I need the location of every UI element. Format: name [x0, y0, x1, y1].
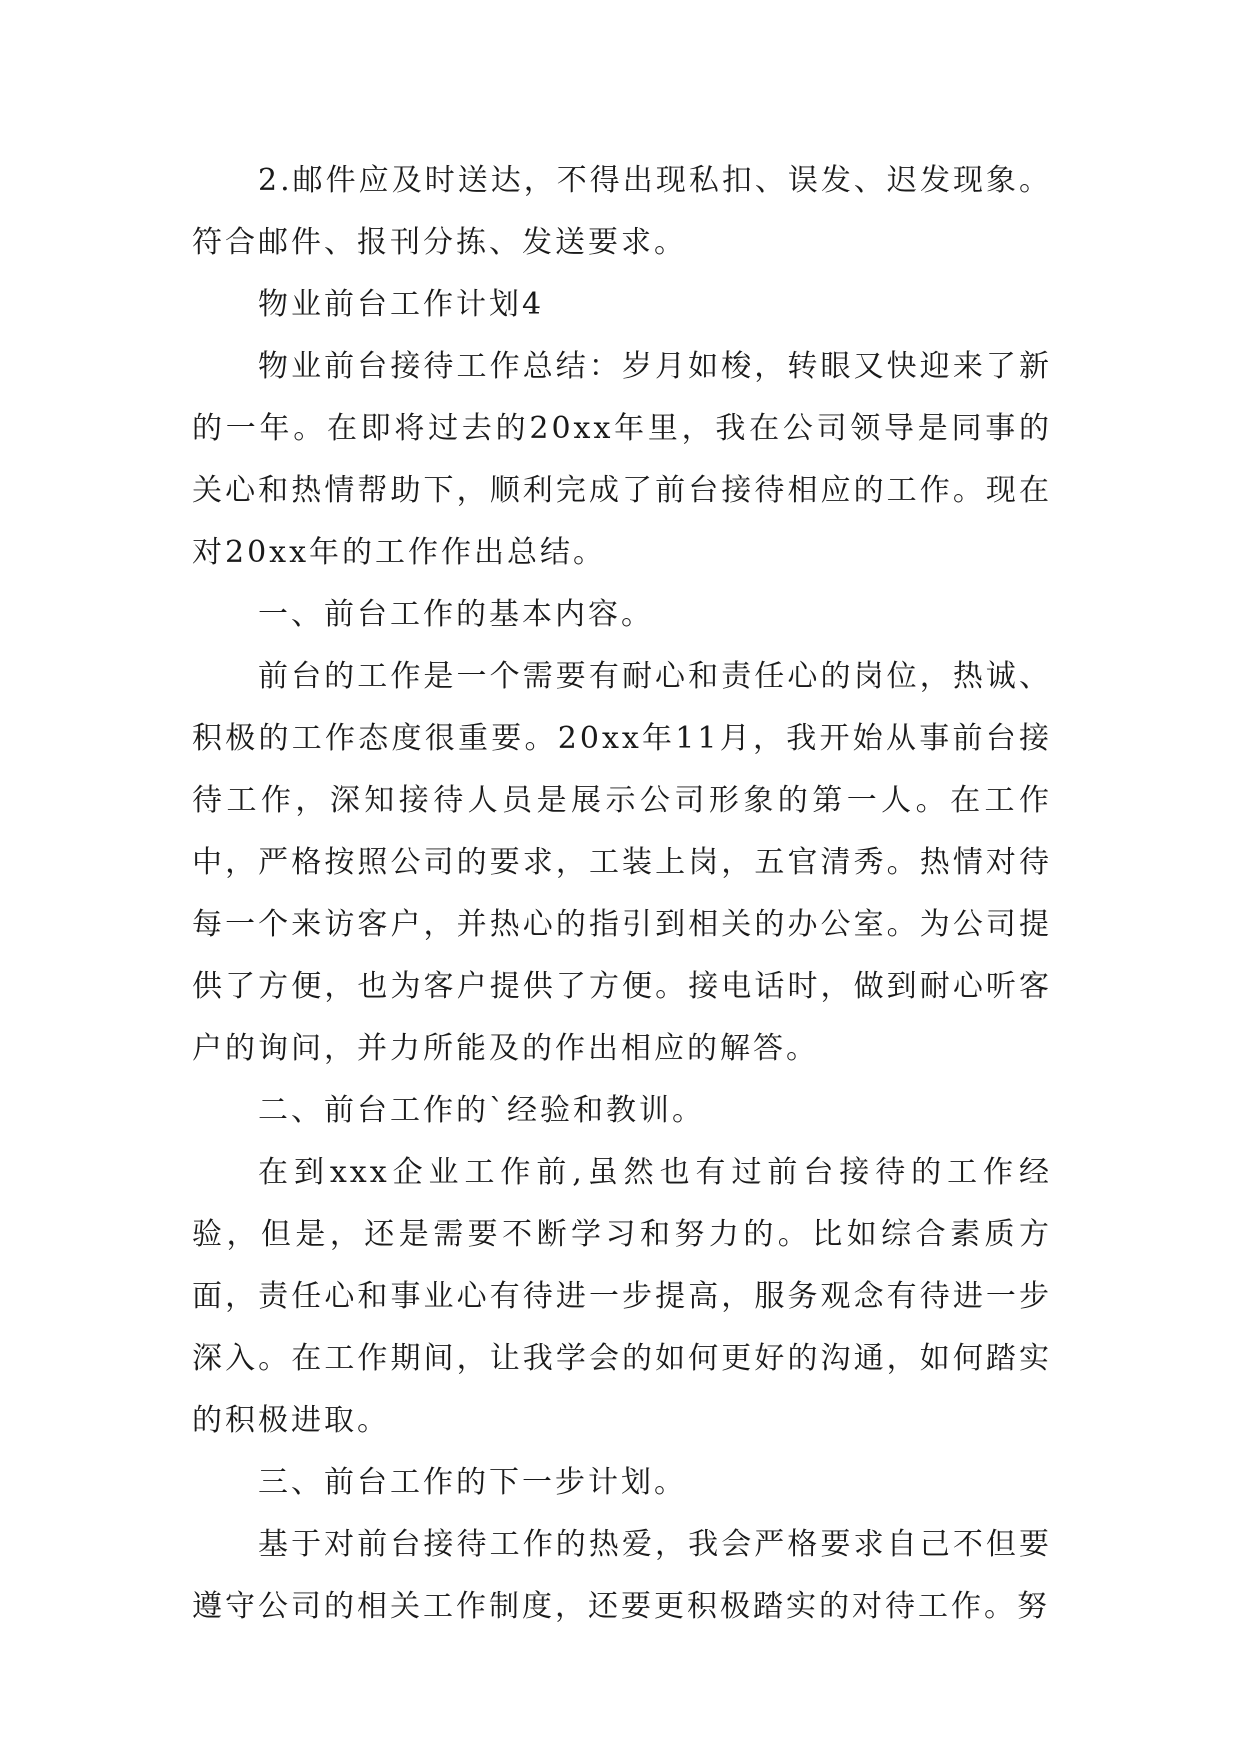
- paragraph-mail-delivery: 2.邮件应及时送达，不得出现私扣、误发、迟发现象。符合邮件、报刊分拣、发送要求。: [192, 163, 1052, 260]
- heading-next-plan: 三、前台工作的下一步计划。: [258, 1465, 687, 1500]
- paragraph-summary-intro: 物业前台接待工作总结：岁月如梭，转眼又快迎来了新的一年。在即将过去的20xx年里，我在公司领导是同事的关心和热情帮助下，顺利完成了前台接待相应的工作。现在对20xx年的工作作出总结。: [192, 349, 1052, 570]
- paragraph-basic-content: 前台的工作是一个需要有耐心和责任心的岗位，热诚、积极的工作态度很重要。20xx年11月，我开始从事前台接待工作，深知接待人员是展示公司形象的第一人。在工作中，严格按照公司的要求，工装上岗，五官清秀。热情对待每一个来访客户，并热心的指引到相关的办公室。为公司提供了方便，也为客户提供了方便。接电话时，做到耐心听客户的询问，并力所能及的作出相应的解答。: [192, 659, 1052, 1066]
- paragraph-experience-lessons: 在到xxx企业工作前,虽然也有过前台接待的工作经验，但是，还是需要不断学习和努力的。比如综合素质方面，责任心和事业心有待进一步提高，服务观念有待进一步深入。在工作期间，让我学会的如何更好的沟通，如何踏实的积极进取。: [192, 1155, 1052, 1438]
- section-title-plan-4: 物业前台工作计划4: [258, 287, 545, 322]
- document-page: [192, 150, 1052, 1638]
- heading-experience-lessons: 二、前台工作的`经验和教训。: [258, 1093, 705, 1128]
- heading-basic-content: 一、前台工作的基本内容。: [258, 597, 654, 632]
- paragraph-next-plan: 基于对前台接待工作的热爱，我会严格要求自己不但要遵守公司的相关工作制度，还要更积极踏实的对待工作。努: [192, 1527, 1052, 1624]
